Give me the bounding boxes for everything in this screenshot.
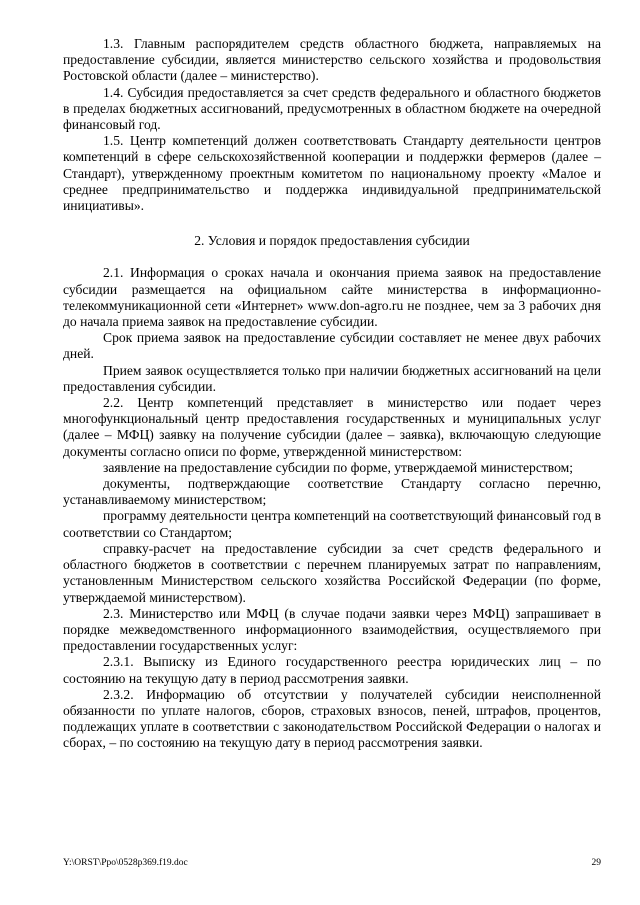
paragraph-2-3-1: 2.3.1. Выписку из Единого государственного реестра юридических лиц – по состоянию на текущую дату в период рассмотрения заявки. xyxy=(63,654,601,686)
footer-file-path: Y:\ORST\Ppo\0528p369.f19.doc xyxy=(63,858,188,868)
paragraph-budget-condition: Прием заявок осуществляется только при наличии бюджетных ассигнований на цели предоставления субсидии. xyxy=(63,362,601,394)
list-item-activity-program: программу деятельности центра компетенций на соответствующий финансовый год в соответствии со Стандартом; xyxy=(63,508,601,540)
list-item-standard-documents: документы, подтверждающие соответствие Стандарту согласно перечню, устанавливаемому министерством; xyxy=(63,476,601,508)
section-2-heading: 2. Условия и порядок предоставления субсидии xyxy=(194,233,470,249)
paragraph-1-3: 1.3. Главным распорядителем средств областного бюджета, направляемых на предоставление субсидии, является министерство сельского хозяйства и продовольствия Ростовской области (далее – министерство). xyxy=(63,36,601,84)
paragraph-1-5: 1.5. Центр компетенций должен соответствовать Стандарту деятельности центров компетенций в сфере сельскохозяйственной кооперации и поддержки фермеров (далее – Стандарт), утвержденному проектным комитетом по национальному проекту «Малое и среднее предпринимательство и поддержка индивидуальной предпринимательской инициативы». xyxy=(63,133,601,214)
paragraph-2-3-2: 2.3.2. Информацию об отсутствии у получателей субсидии неисполненной обязанности по уплате налогов, сборов, страховых взносов, пеней, штрафов, процентов, подлежащих уплате в соответствии с законодательством Российской Федерации о налогах и сборах, – по состоянию на текущую дату в период рассмотрения заявки. xyxy=(63,686,601,751)
page-number: 29 xyxy=(591,858,601,868)
list-item-calculation-certificate: справку-расчет на предоставление субсидии за счет средств федерального и областного бюджетов в соответствии с перечнем планируемых затрат по направлениям, установленным Министерством сельского хозяйства Российской Федерации (по форме, утверждаемой министерством). xyxy=(63,540,601,605)
paragraph-2-3: 2.3. Министерство или МФЦ (в случае подачи заявки через МФЦ) запрашивает в порядке межведомственного информационного взаимодействия, осуществляемого при предоставлении государственных услуг: xyxy=(63,605,601,654)
paragraph-application-period: Срок приема заявок на предоставление субсидии составляет не менее двух рабочих дней. xyxy=(63,330,601,362)
paragraph-2-1: 2.1. Информация о сроках начала и окончания приема заявок на предоставление субсидии размещается на официальном сайте министерства в информационно-телекоммуникационной сети «Интернет» www.don-agro.ru не позднее, чем за 3 рабочих дня до начала приема заявок на предоставление субсидии. xyxy=(63,265,601,330)
list-item-application-form: заявление на предоставление субсидии по форме, утверждаемой министерством; xyxy=(103,459,574,475)
paragraph-1-4: 1.4. Субсидия предоставляется за счет средств федерального и областного бюджетов в пределах бюджетных ассигнований, предусмотренных в областном бюджете на очередной финансовый год. xyxy=(63,84,601,133)
paragraph-2-2: 2.2. Центр компетенций представляет в министерство или подает через многофункциональный центр предоставления государственных и муниципальных услуг (далее – МФЦ) заявку на получение субсидии (далее – заявка), включающую следующие документы согласно описи по форме, утвержденной министерством: xyxy=(63,395,601,459)
document-body xyxy=(63,36,601,752)
